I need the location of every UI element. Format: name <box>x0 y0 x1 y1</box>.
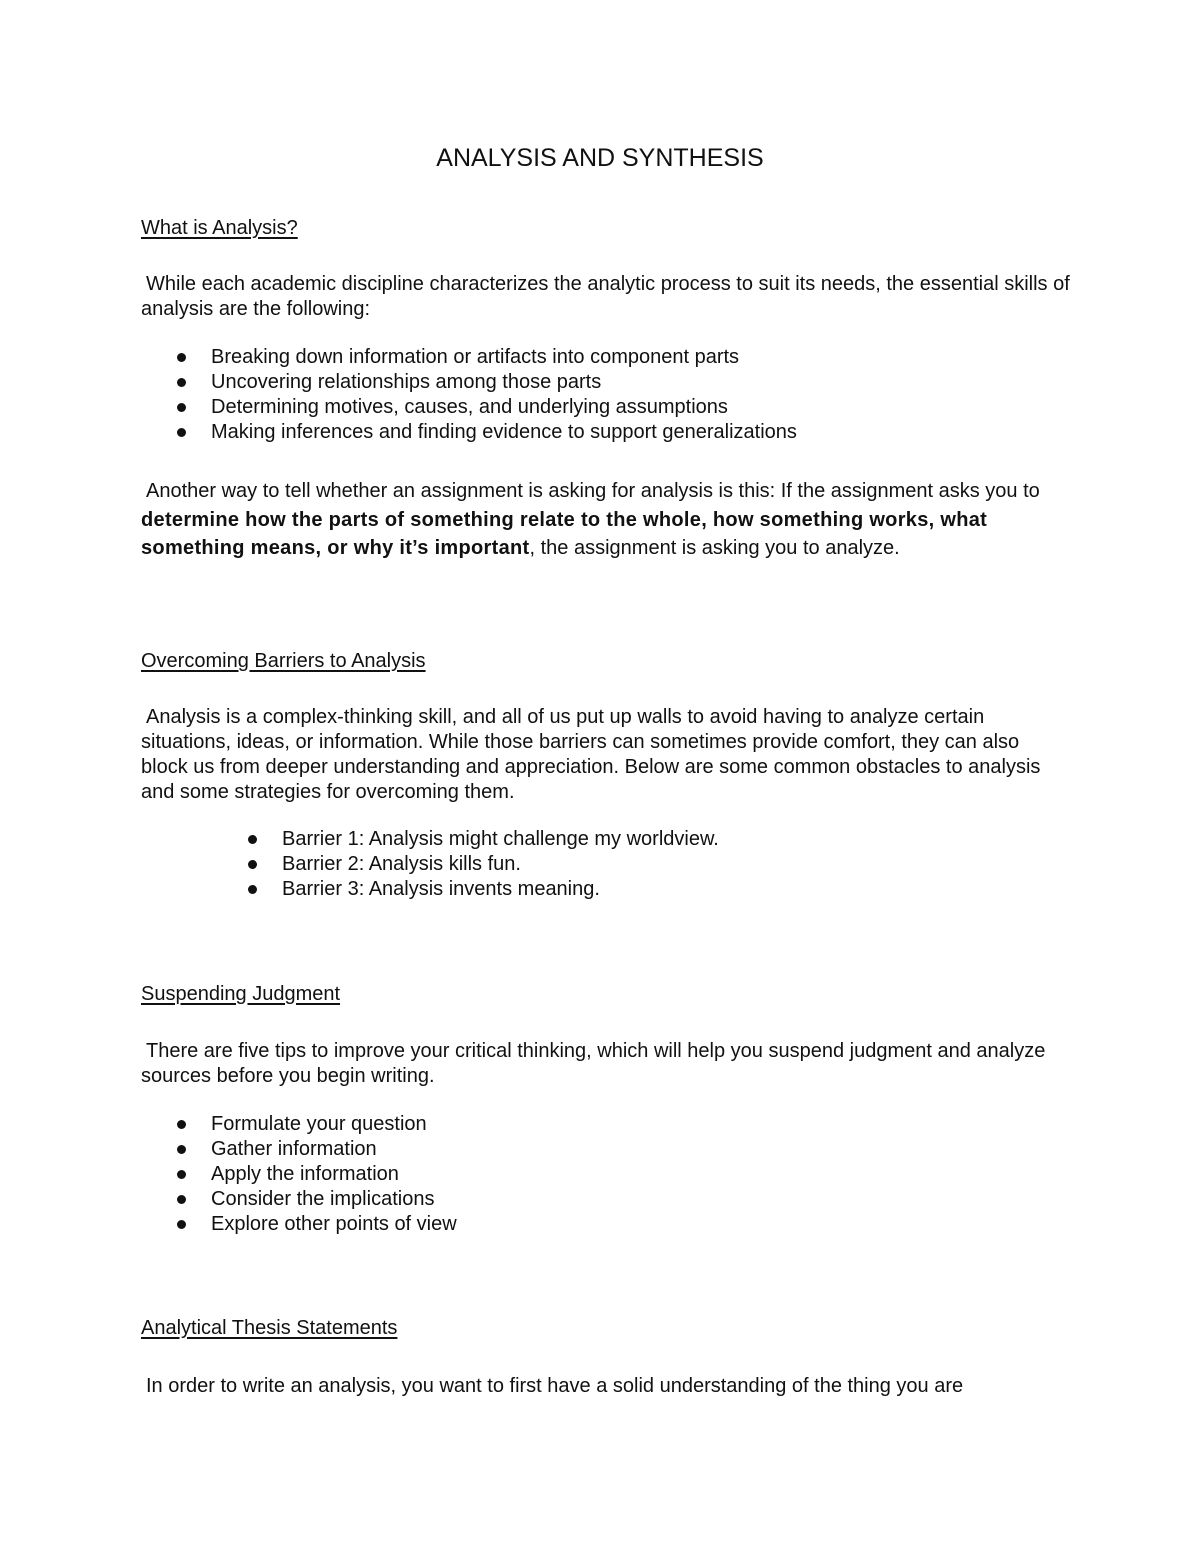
list-item <box>211 1212 457 1237</box>
paragraph-bold-text: determine how the parts of something relate to the whole, how something works, what something means, or why it’s important <box>141 508 988 559</box>
paragraph-text: In order to write an analysis, you want to first have a solid understanding of the thing you are <box>146 1375 964 1397</box>
list-item <box>211 370 797 395</box>
list-item-text: Breaking down information or artifacts into component parts <box>211 346 740 368</box>
bullet-icon <box>177 353 186 362</box>
list-item-text: Uncovering relationships among those parts <box>211 371 602 393</box>
bullet-icon <box>177 378 186 387</box>
bullet-icon <box>177 403 186 412</box>
list-item-text: Barrier 2: Analysis kills fun. <box>282 853 521 875</box>
paragraph-text: While each academic discipline characterizes the analytic process to suit its needs, the essential skills of analysis are the following: <box>141 273 1070 320</box>
paragraph-text-after: , the assignment is asking you to analyze. <box>529 537 900 559</box>
list-item <box>211 1112 457 1137</box>
list-item <box>211 345 797 370</box>
list-item-text: Explore other points of view <box>211 1213 457 1235</box>
paragraph-text-before: Another way to tell whether an assignment is asking for analysis is this: If the assignment asks you to <box>146 480 1040 502</box>
list-item <box>282 852 719 877</box>
list-item <box>282 877 719 902</box>
bullet-icon <box>177 1145 186 1154</box>
bullet-icon <box>177 1195 186 1204</box>
list-item <box>282 827 719 852</box>
bullet-icon <box>248 885 257 894</box>
bullet-icon <box>177 428 186 437</box>
list-item-text: Consider the implications <box>211 1188 435 1210</box>
document-title: ANALYSIS AND SYNTHESIS <box>436 144 764 172</box>
analysis-definition-paragraph <box>141 477 1071 563</box>
list-item-text: Barrier 3: Analysis invents meaning. <box>282 878 600 900</box>
list-item-text: Determining motives, causes, and underlying assumptions <box>211 396 728 418</box>
section-heading-suspending-judgment: Suspending Judgment <box>141 983 341 1005</box>
bullet-list <box>211 1112 457 1237</box>
paragraph-text: Analysis is a complex-thinking skill, and all of us put up walls to avoid having to analyze certain situations, ideas, or information. While those barriers can sometimes provide comfort, they can also block us from deeper understanding and appreciation. Below are some common obstacles to analysis and some strategies for overcoming them. <box>141 706 1041 803</box>
section-heading-overcoming-barriers: Overcoming Barriers to Analysis <box>141 650 426 672</box>
section-intro-paragraph <box>141 705 1071 805</box>
list-item <box>211 1137 457 1162</box>
list-item-text: Making inferences and finding evidence to support generalizations <box>211 421 797 443</box>
bullet-icon <box>177 1170 186 1179</box>
list-item-text: Barrier 1: Analysis might challenge my worldview. <box>282 828 719 850</box>
bullet-list <box>282 827 719 902</box>
section-intro-paragraph <box>141 1039 1071 1089</box>
list-item-text: Gather information <box>211 1138 377 1160</box>
bullet-icon <box>177 1220 186 1229</box>
section-heading-what-is-analysis: What is Analysis? <box>141 217 298 239</box>
paragraph-text: There are five tips to improve your critical thinking, which will help you suspend judgment and analyze sources before you begin writing. <box>141 1040 1046 1087</box>
list-item <box>211 395 797 420</box>
bullet-list <box>211 345 797 445</box>
bullet-icon <box>177 1120 186 1129</box>
list-item <box>211 1162 457 1187</box>
section-intro-paragraph <box>141 272 1071 322</box>
section-heading-analytical-thesis: Analytical Thesis Statements <box>141 1317 398 1339</box>
bullet-icon <box>248 860 257 869</box>
list-item <box>211 1187 457 1212</box>
list-item <box>211 420 797 445</box>
list-item-text: Formulate your question <box>211 1113 427 1135</box>
list-item-text: Apply the information <box>211 1163 399 1185</box>
bullet-icon <box>248 835 257 844</box>
section-intro-paragraph <box>141 1374 1071 1399</box>
